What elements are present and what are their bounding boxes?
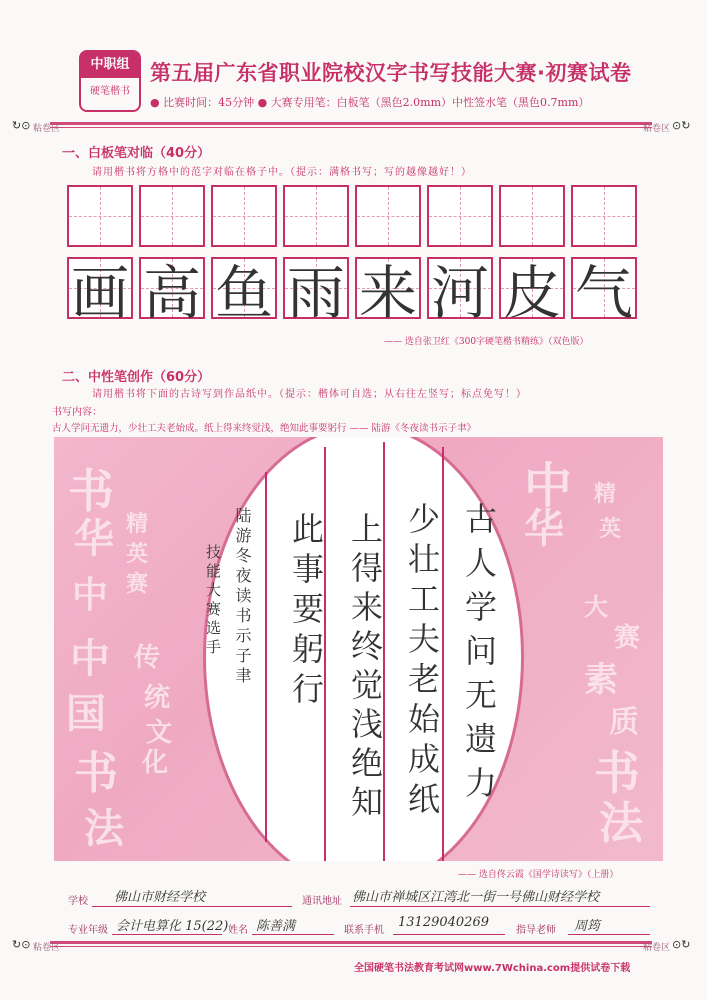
watermark-char: 书	[68, 464, 114, 518]
poem-column: 古人学问无遗力	[460, 502, 498, 810]
teacher-value[interactable]: 周筠	[574, 919, 601, 934]
watermark-char: 化	[142, 748, 169, 778]
model-cell	[355, 257, 421, 327]
header-rule-thin	[50, 127, 652, 128]
watermark-char: 文	[146, 718, 173, 748]
watermark-char: 英	[126, 541, 149, 567]
model-cell	[139, 257, 205, 327]
address-value[interactable]: 佛山市禅城区江湾北一街一号佛山财经学校	[352, 890, 600, 905]
binding-icon: ↻⊙	[12, 938, 31, 951]
binding-icon: ⊙↻	[672, 119, 691, 132]
practice-cell[interactable]	[427, 185, 493, 247]
watermark-char: 中	[70, 635, 110, 682]
watermark-char: 国	[66, 690, 106, 737]
header-rule	[50, 122, 652, 125]
watermark-char: 统	[144, 683, 171, 713]
exam-subtitle: ● 比赛时间：45分钟 ● 大赛专用笔：白板笔（黑色2.0mm）中性签水笔（黑色0.7mm）	[150, 96, 590, 109]
margin-tag-right: 粘卷区	[643, 943, 671, 953]
poem-content: 古人学问无遗力，少壮工夫老始成。纸上得来终觉浅，绝知此事要躬行 —— 陆游《冬夜读书示子聿》	[52, 423, 477, 434]
model-character: 皮	[502, 259, 561, 327]
phone-underline	[393, 934, 505, 935]
practice-cell[interactable]	[211, 185, 277, 247]
major-value[interactable]: 会计电算化 15(22)	[116, 919, 229, 934]
watermark-char: 英	[599, 516, 622, 542]
watermark-char: 书	[74, 748, 118, 799]
practice-cell[interactable]	[499, 185, 565, 247]
footer-text: 全国硬笔书法教育考试网www.7Wchina.com提供试卷下载	[354, 963, 631, 974]
phone-value[interactable]: 13129040269	[398, 915, 489, 930]
practice-cell[interactable]	[283, 185, 349, 247]
watermark-char: 赛	[126, 571, 149, 597]
binding-icon: ↻⊙	[12, 119, 31, 132]
column-divider	[265, 472, 267, 842]
model-character: 雨	[286, 259, 345, 327]
footer-rule	[50, 941, 652, 944]
model-character: 气	[574, 259, 633, 327]
practice-cell[interactable]	[139, 185, 205, 247]
artwork-paper	[54, 437, 663, 861]
watermark-char: 法	[84, 805, 124, 852]
practice-cell[interactable]	[67, 185, 133, 247]
badge-division: 中职组	[81, 52, 139, 78]
model-character: 河	[430, 259, 489, 327]
watermark-char: 质	[609, 705, 639, 740]
watermark-char: 精	[594, 481, 617, 507]
model-cell	[427, 257, 493, 327]
content-label: 书写内容：	[52, 407, 102, 418]
practice-cell[interactable]	[355, 185, 421, 247]
exam-title: 第五届广东省职业院校汉字书写技能大赛·初赛试卷	[150, 61, 632, 85]
section1-citation: —— 选自张卫红《300字硬笔楷书精练》（双色版）	[384, 337, 589, 347]
watermark-char: 赛	[614, 623, 641, 653]
binding-icon: ⊙↻	[672, 938, 691, 951]
model-cell	[67, 257, 133, 327]
school-underline	[92, 906, 292, 907]
school-value[interactable]: 佛山市财经学校	[114, 890, 206, 905]
poem-attribution: 陆游冬夜读书示子聿	[233, 507, 252, 687]
watermark-char: 华	[74, 515, 114, 562]
poem-column: 少壮工夫老始成纸	[403, 502, 441, 822]
writing-circle	[206, 437, 521, 861]
watermark-char: 素	[584, 660, 618, 700]
address-underline	[350, 906, 650, 907]
margin-tag-left: 粘卷区	[33, 124, 61, 134]
division-badge	[79, 50, 141, 112]
model-cell	[283, 257, 349, 327]
badge-category: 硬笔楷书	[90, 86, 130, 97]
model-character: 鱼	[214, 259, 273, 327]
teacher-underline	[568, 934, 650, 935]
poem-column: 上得来终觉浅绝知	[346, 512, 384, 824]
model-grid-row	[67, 257, 637, 327]
phone-label: 联系手机	[344, 925, 384, 936]
model-cell	[499, 257, 565, 327]
watermark-char: 大	[584, 592, 608, 621]
name-value[interactable]: 陈善满	[256, 919, 296, 934]
model-cell	[571, 257, 637, 327]
margin-tag-left: 粘卷区	[33, 943, 61, 953]
writer-signature: 技能大赛选手	[204, 544, 222, 658]
model-character: 来	[358, 259, 417, 327]
watermark-char: 中	[72, 574, 109, 616]
model-cell	[211, 257, 277, 327]
section2-heading: 二、中性笔创作（60分）	[62, 370, 211, 385]
watermark-char: 法	[599, 798, 643, 849]
watermark-char: 书	[594, 746, 640, 800]
name-label: 姓名	[228, 925, 248, 936]
watermark-char: 中	[524, 458, 573, 514]
section2-hint: 请用楷书将下面的古诗写到作品纸中。（提示：楷体可自选；从右往左竖写；标点免写！）	[92, 389, 527, 400]
school-label: 学校	[68, 896, 88, 907]
margin-tag-right: 粘卷区	[643, 124, 671, 134]
practice-grid-row	[67, 185, 637, 247]
section2-citation: —— 选自佟云霞《国学诗读写》（上册）	[458, 870, 619, 880]
practice-cell[interactable]	[571, 185, 637, 247]
watermark-char: 华	[524, 505, 564, 552]
major-label: 专业年级	[68, 925, 108, 936]
teacher-label: 指导老师	[516, 925, 556, 936]
watermark-char: 精	[126, 511, 149, 537]
watermark-char: 传	[134, 643, 161, 673]
section1-heading: 一、白板笔对临（40分）	[62, 146, 211, 161]
poem-column: 此事要躬行	[287, 512, 325, 712]
name-underline	[252, 934, 334, 935]
model-character: 高	[142, 259, 201, 327]
model-character: 画	[70, 259, 129, 327]
address-label: 通讯地址	[302, 896, 342, 907]
major-underline	[112, 934, 222, 935]
footer-rule-thin	[50, 946, 652, 947]
section1-hint: 请用楷书将方格中的范字对临在格子中。（提示：满格书写；写的越像越好！）	[92, 167, 472, 178]
